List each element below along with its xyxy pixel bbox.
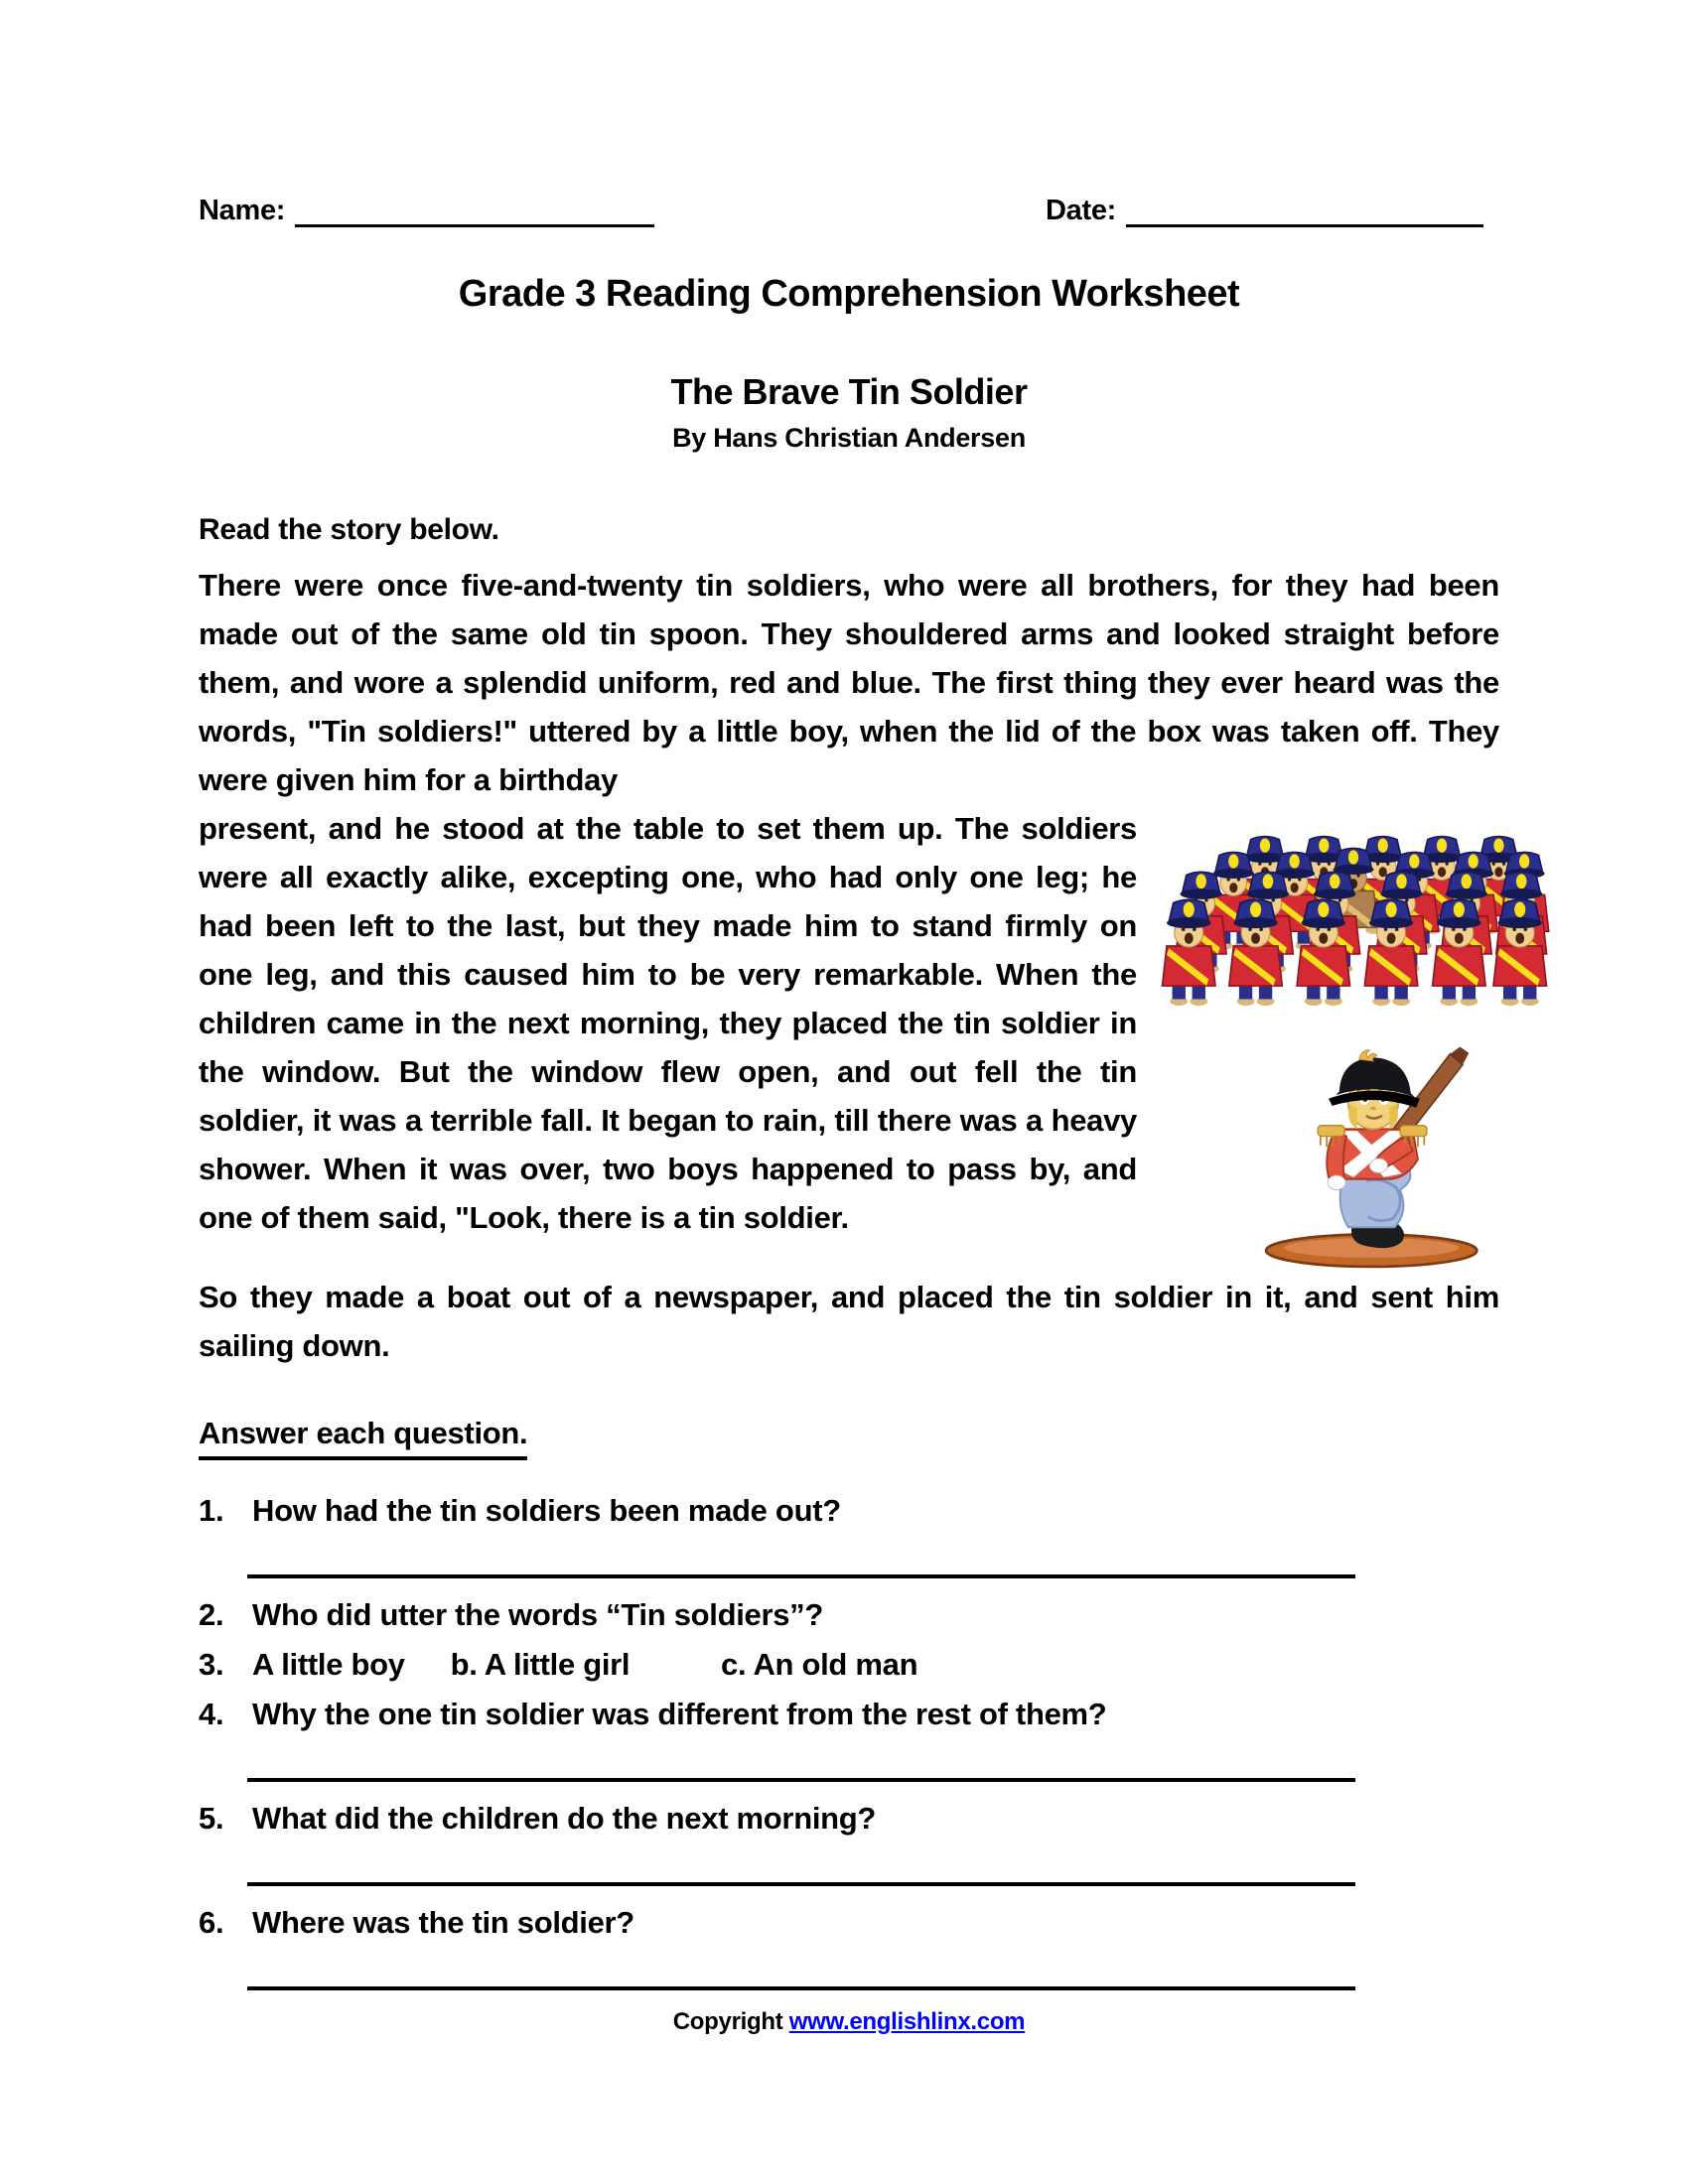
tin-soldiers-group-image: [1157, 832, 1552, 1019]
question-number: 4.: [199, 1697, 224, 1731]
name-blank-line: [295, 195, 654, 227]
question-text: Who did utter the words “Tin soldiers”?: [252, 1597, 824, 1632]
questions: [199, 1492, 1499, 1990]
page-title: Grade 3 Reading Comprehension Worksheet: [458, 273, 1240, 315]
date-blank-line: [1126, 195, 1483, 227]
story-part-1: There were once five-and-twenty tin soldiers, who were all brothers, for they had been made out of the same old tin spoon. They shouldered arms and looked straight before them, and wore a splendid uniform, red and blue. The first thing they ever heard was the words, "Tin soldiers!" uttered by a little boy, when the lid of the box was taken off. They were given him for a birthday: [199, 568, 1499, 797]
answer-line: [247, 1882, 1355, 1886]
header-row: [199, 195, 1499, 227]
question-text: Where was the tin soldier?: [252, 1905, 634, 1940]
read-instruction: Read the story below.: [199, 513, 499, 546]
footer: [199, 2008, 1499, 2036]
question-number: 3.: [199, 1647, 224, 1682]
name-label: Name:: [199, 195, 286, 226]
story-part-3: So they made a boat out of a newspaper, and placed the tin soldier in it, and sent him sailing down.: [199, 1280, 1499, 1363]
question-row: [199, 1596, 1499, 1633]
copyright-label: Copyright: [672, 2008, 783, 2035]
story-text: [199, 561, 1499, 1370]
question-text: How had the tin soldiers been made out?: [252, 1493, 841, 1528]
answer-line: [247, 1778, 1355, 1782]
story-part-2: present, and he stood at the table to set them up. The soldiers were all exactly alike, excepting one, who had only one leg; he had been left to the last, but they made him to stand firmly on one leg, and this caused him to be very remarkable. When the children came in the next morning, they placed the tin soldier in the window. But the window flew open, and out fell the tin soldier, it was a terrible fall. It began to rain, till there was a heavy shower. When it was over, two boys happened to pass by, and one of them said, "Look, there is a tin soldier.: [199, 811, 1137, 1235]
copyright-link[interactable]: www.englishlinx.com: [788, 2008, 1026, 2035]
question-text: Why the one tin soldier was different from the rest of them?: [252, 1697, 1107, 1731]
question-row: [199, 1646, 1499, 1683]
question-number: 1.: [199, 1493, 224, 1528]
question-number: 6.: [199, 1905, 224, 1940]
answer-line: [247, 1574, 1355, 1578]
answer-instruction: Answer each question.: [199, 1416, 527, 1460]
story-middle-section: [199, 804, 1499, 1273]
question-number: 2.: [199, 1597, 224, 1632]
question-row: [199, 1904, 1499, 1941]
story-figures: [1157, 804, 1554, 1273]
answer-line: [247, 1986, 1355, 1990]
question-text: What did the children do the next morning?: [252, 1801, 877, 1836]
soldier-group-rows: [1163, 837, 1549, 1007]
name-field: [199, 195, 654, 227]
question-text: A little boy b. A little girl c. An old man: [252, 1647, 918, 1682]
story-title: The Brave Tin Soldier: [670, 371, 1028, 412]
question-number: 5.: [199, 1801, 224, 1836]
story-byline: By Hans Christian Andersen: [672, 423, 1026, 453]
date-field: [1046, 195, 1483, 227]
question-row: [199, 1800, 1499, 1837]
tin-soldier-image: [1248, 1044, 1498, 1273]
question-row: [199, 1492, 1499, 1529]
question-row: [199, 1696, 1499, 1732]
date-label: Date:: [1045, 195, 1116, 226]
